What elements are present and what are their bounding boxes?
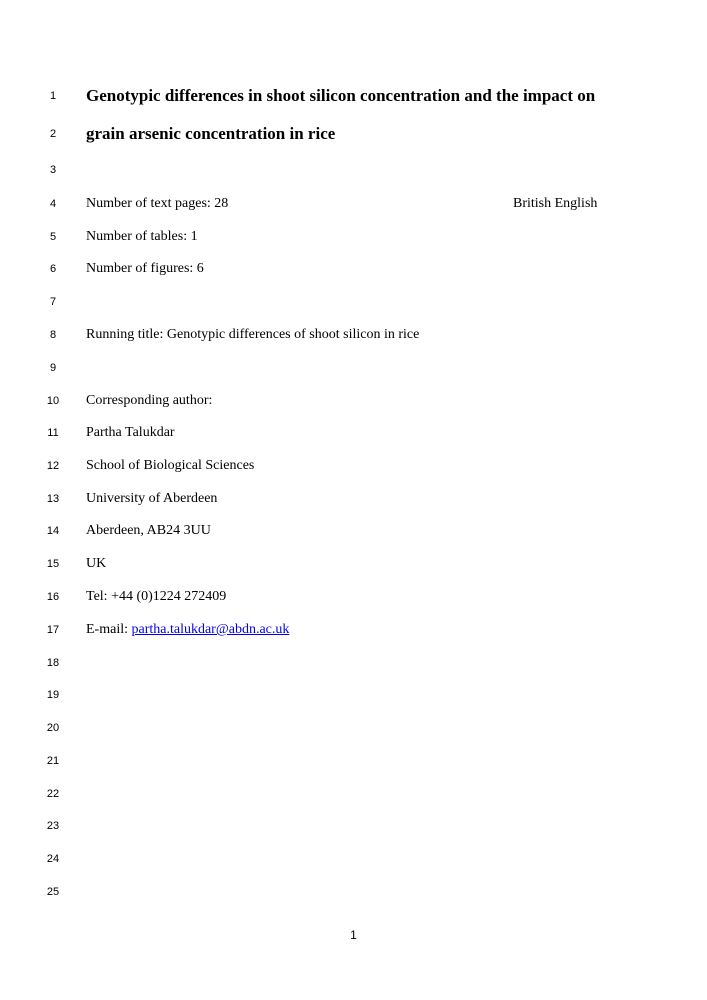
manuscript-line-13 [0,484,707,514]
manuscript-line-12 [0,451,707,481]
language-note: British English [513,196,598,211]
line-number: 3 [49,164,57,176]
author-name: Partha Talukdar [86,425,175,440]
manuscript-line-24 [0,844,707,874]
manuscript-line-25 [0,877,707,907]
line-number: 24 [46,853,60,865]
manuscript-line-1 [0,81,707,111]
line-number: 2 [49,128,57,140]
line-number: 13 [46,493,60,505]
line-number: 12 [46,460,60,472]
corresponding-author-label: Corresponding author: [86,393,213,408]
email-line [86,622,289,638]
manuscript-line-17 [0,615,707,645]
email-link[interactable]: partha.talukdar@abdn.ac.uk [131,622,290,637]
line-number: 17 [46,624,60,636]
line-number: 23 [46,820,60,832]
manuscript-line-23 [0,811,707,841]
manuscript-line-8 [0,320,707,350]
running-title: Running title: Genotypic differences of shoot silicon in rice [86,327,420,342]
line-number: 21 [46,755,60,767]
telephone: Tel: +44 (0)1224 272409 [86,589,227,604]
manuscript-line-9 [0,353,707,383]
line-number: 1 [49,90,57,102]
line-number: 16 [46,591,60,603]
line-number: 7 [49,296,57,308]
manuscript-line-15 [0,549,707,579]
line-number: 19 [46,689,60,701]
line-number: 20 [46,722,60,734]
manuscript-line-16 [0,582,707,612]
line-number: 18 [46,657,60,669]
line-number: 15 [46,558,60,570]
title-line-1: Genotypic differences in shoot silicon concentration and the impact on [86,86,596,105]
manuscript-line-2 [0,119,707,149]
manuscript-line-5 [0,222,707,252]
text-pages-count: Number of text pages: 28 [86,196,229,211]
manuscript-line-10 [0,386,707,416]
manuscript-line-3 [0,155,707,185]
manuscript-line-14 [0,516,707,546]
tables-count: Number of tables: 1 [86,229,198,244]
title-line-2: grain arsenic concentration in rice [86,124,336,143]
line-number: 4 [49,198,57,210]
university-name: University of Aberdeen [86,491,218,506]
line-number: 5 [49,231,57,243]
page-number: 1 [350,928,357,942]
line-number: 14 [46,525,60,537]
email-label: E-mail: [86,622,132,637]
manuscript-line-18 [0,648,707,678]
manuscript-line-19 [0,680,707,710]
manuscript-line-22 [0,779,707,809]
line-number: 25 [46,886,60,898]
manuscript-line-6 [0,254,707,284]
manuscript-line-20 [0,713,707,743]
country: UK [86,556,107,571]
manuscript-line-21 [0,746,707,776]
figures-count: Number of figures: 6 [86,261,204,276]
manuscript-line-7 [0,287,707,317]
manuscript-line-4 [0,189,707,219]
line-number: 22 [46,788,60,800]
line-number: 8 [49,329,57,341]
school-name: School of Biological Sciences [86,458,255,473]
line-number: 11 [47,427,59,439]
line-number: 9 [49,362,57,374]
line-number: 10 [46,395,60,407]
line-number: 6 [49,263,57,275]
city-postcode: Aberdeen, AB24 3UU [86,523,211,538]
manuscript-line-11 [0,418,707,448]
